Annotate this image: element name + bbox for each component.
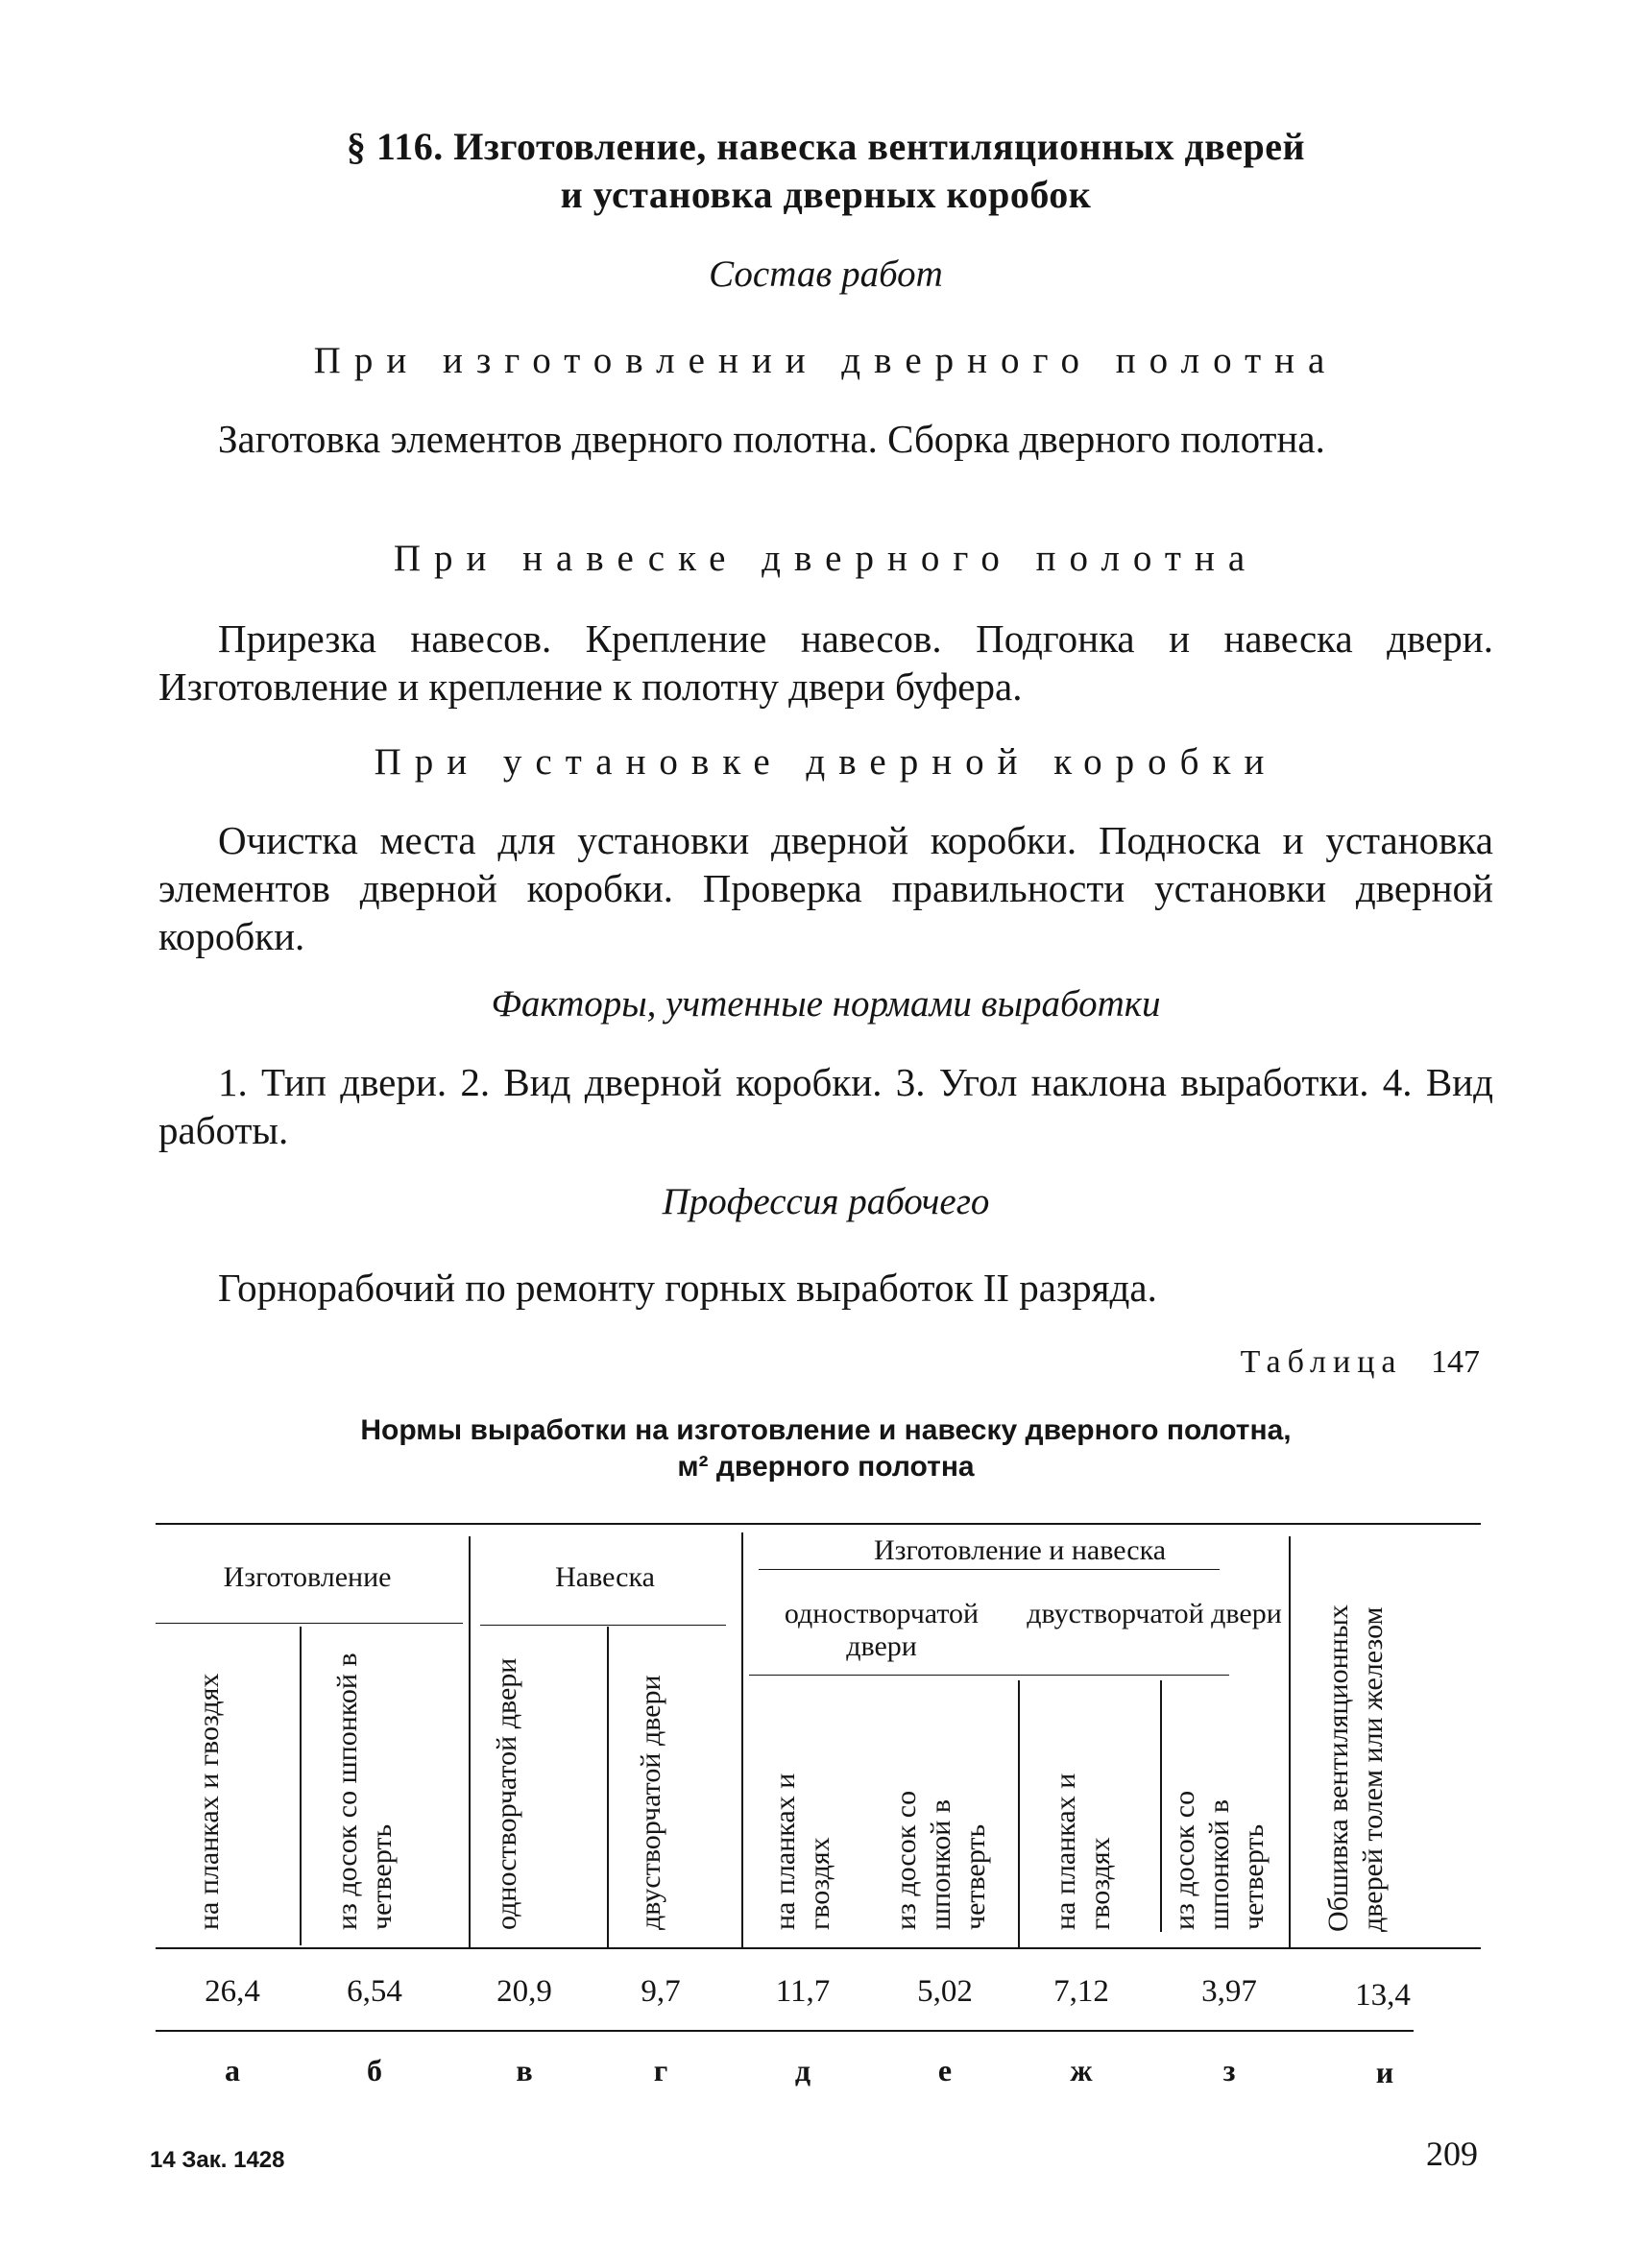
subsection-heading-hanging: При навеске дверного полотна — [393, 538, 1259, 579]
header-manufacture: Изготовление — [223, 1561, 392, 1593]
value-v: 20,9 — [496, 1974, 552, 2009]
vline-manuf-hang — [469, 1536, 471, 1947]
table-top-rule — [156, 1523, 1481, 1525]
vline-zh-z — [1160, 1680, 1162, 1932]
header-hanging: Навеска — [555, 1561, 655, 1593]
page-number: 209 — [1426, 2135, 1478, 2173]
letter-d: д — [794, 2053, 811, 2087]
column-header-zh: на планках и гвоздях — [1050, 1773, 1116, 1930]
value-b: 6,54 — [347, 1974, 402, 2009]
subsection-heading-frame: При установке дверной коробки — [374, 741, 1278, 783]
vline-a-b — [300, 1627, 302, 1945]
table-title-line1: Нормы выработки на изготовление и навеску дверного полотна, — [360, 1414, 1292, 1446]
profession-text: Горнорабочий по ремонту горных выработок II разряда. — [218, 1266, 1157, 1310]
value-i: 13,4 — [1355, 1978, 1411, 2013]
value-a: 26,4 — [205, 1974, 260, 2009]
table-values-rule — [156, 2030, 1414, 2032]
table-header-bottom-rule — [156, 1947, 1481, 1949]
vline-single-double — [1018, 1680, 1020, 1947]
header-single-leaf: одностворчатой двери — [784, 1598, 980, 1662]
letter-g: г — [653, 2053, 668, 2087]
column-header-g: двустворчатой двери — [635, 1675, 666, 1930]
value-d: 11,7 — [775, 1974, 831, 2009]
table-label — [1241, 1344, 1480, 1381]
section-title-line2: и установка дверных коробок — [560, 173, 1092, 216]
subsection-text-manufacture: Заготовка элементов дверного полотна. Сборка дверного полотна. — [218, 417, 1325, 461]
section-title-line1: § 116. Изготовление, навеска вентиляционных дверей — [346, 125, 1306, 168]
column-header-a: на планках и гвоздях — [193, 1673, 225, 1930]
rule-hanging-group — [480, 1625, 726, 1626]
table-label-word: Таблица — [1240, 1344, 1403, 1380]
factors-text: 1. Тип двери. 2. Вид дверной коробки. 3. Угол наклона выработки. 4. Вид работы. — [158, 1060, 1493, 1152]
letter-v: в — [516, 2053, 533, 2087]
header-double-leaf: двустворчатой двери — [1027, 1598, 1282, 1629]
rule-manufacture-group — [156, 1623, 463, 1624]
letter-b: б — [367, 2053, 382, 2087]
letter-zh: ж — [1070, 2053, 1093, 2087]
column-header-d: на планках и гвоздях — [769, 1773, 835, 1930]
column-header-b: из досок со шпонкой в четверть — [331, 1653, 398, 1930]
letter-e: е — [937, 2053, 953, 2087]
letter-a: а — [225, 2053, 240, 2087]
column-header-i: Обшивка вентиляционных дверей толем или железом — [1322, 1604, 1389, 1932]
subsection-text-hanging: Прирезка навесов. Крепление навесов. Подгонка и навеска двери. Изготовление и крепление к полотну двери буфера. — [158, 616, 1493, 709]
column-header-v: одностворчатой двери — [491, 1657, 522, 1930]
subsection-text-frame: Очистка места для установки дверной коробки. Подноска и установка элементов дверной коробки. Проверка правильности установки дверной коробки. — [158, 818, 1493, 958]
value-z: 3,97 — [1201, 1974, 1257, 2009]
header-manufacture-hanging: Изготовление и навеска — [873, 1534, 1167, 1566]
letter-i: и — [1375, 2055, 1394, 2089]
composition-heading: Состав работ — [709, 253, 943, 295]
vline-hang-mh — [741, 1532, 743, 1947]
value-zh: 7,12 — [1053, 1974, 1109, 2009]
vline-v-g — [607, 1627, 609, 1947]
column-header-z: из досок со шпонкой в четверть — [1169, 1790, 1270, 1930]
column-header-e: из досок со шпонкой в четверть — [890, 1790, 991, 1930]
rule-door-types — [749, 1675, 1229, 1676]
table-title-line2: м² дверного полотна — [677, 1451, 975, 1483]
value-e: 5,02 — [917, 1974, 973, 2009]
table-number: 147 — [1431, 1344, 1480, 1380]
subsection-heading-manufacture: При изготовлении дверного полотна — [313, 340, 1339, 381]
value-g: 9,7 — [641, 1974, 681, 2009]
profession-heading: Профессия рабочего — [662, 1181, 990, 1222]
factors-heading: Факторы, учтенные нормами выработки — [491, 983, 1161, 1025]
vline-mh-i — [1289, 1536, 1291, 1947]
footer-order: 14 Зак. 1428 — [150, 2147, 285, 2173]
rule-manuf-hang-group — [759, 1569, 1220, 1570]
letter-z: з — [1222, 2053, 1236, 2087]
